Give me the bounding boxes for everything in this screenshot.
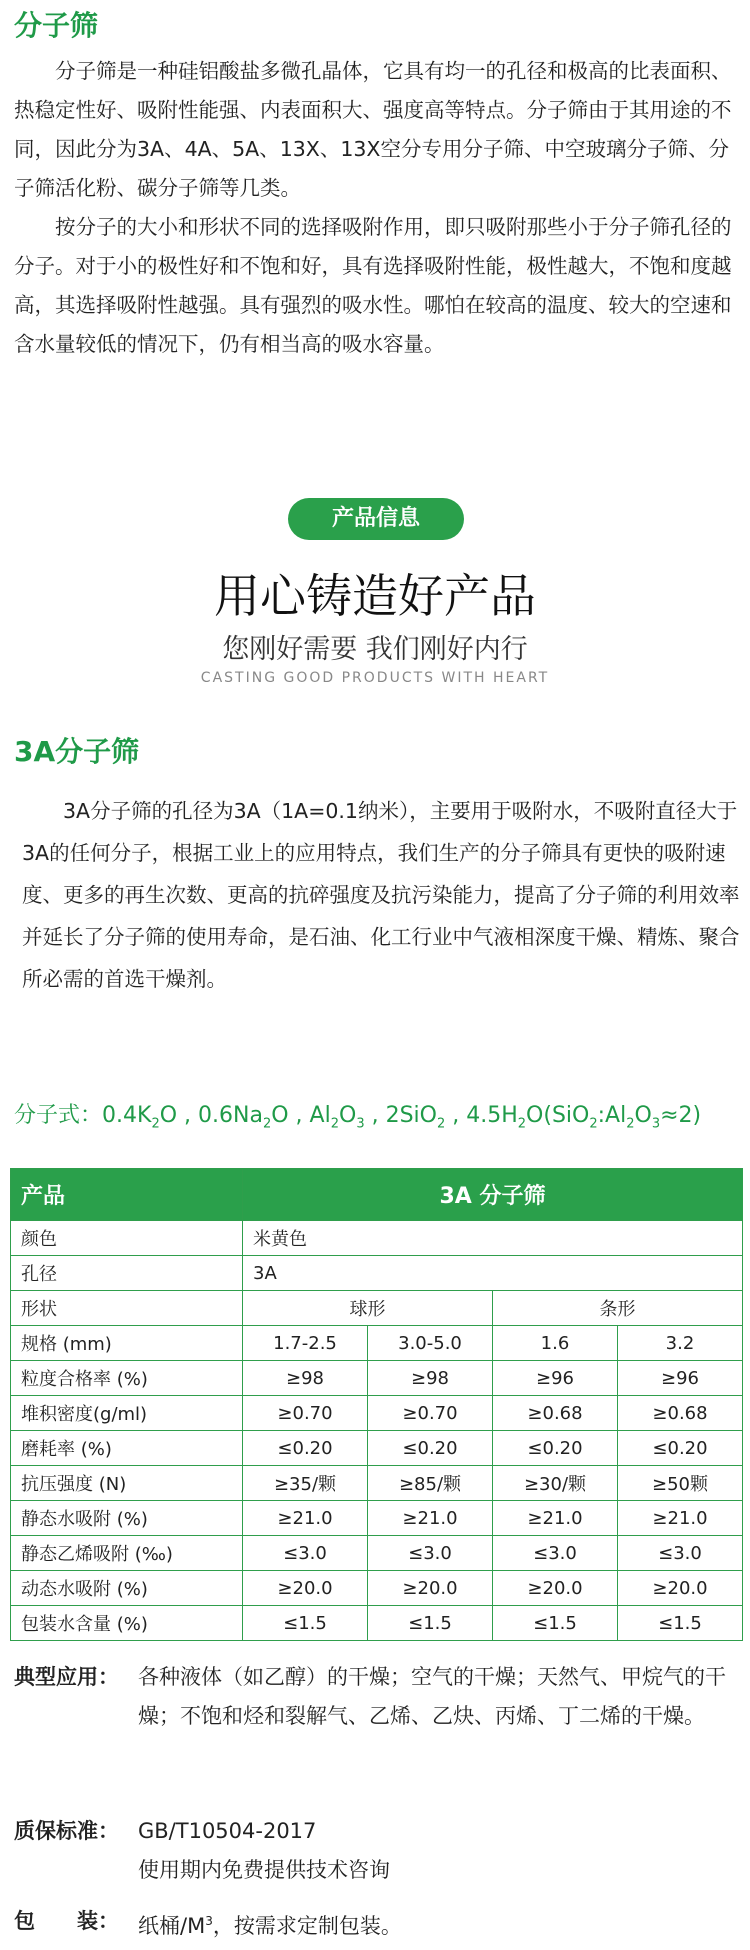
shape-strip: 条形 (493, 1291, 743, 1326)
row-cell: ≥85/颗 (368, 1466, 493, 1501)
table-row-color (11, 1221, 743, 1256)
row-label: 规格 (mm) (11, 1326, 243, 1361)
table-row (11, 1606, 743, 1641)
row-cell: ≥21.0 (618, 1501, 743, 1536)
row-cell: ≤0.20 (493, 1431, 618, 1466)
table-header-label: 产品 (11, 1169, 243, 1221)
row-cell: ≤1.5 (493, 1606, 618, 1641)
row-cell: ≥98 (243, 1361, 368, 1396)
row-cell: ≤0.20 (243, 1431, 368, 1466)
slogan-main: 用心铸造好产品 (214, 569, 536, 623)
row-label: 堆积密度(g/ml) (11, 1396, 243, 1431)
molecular-formula: 分子式：$0.4K_2O$ , $0.6Na_2O$ , $Al_2O_3$ , 2SiO$_2$ , $4.5H_2O(SiO_2:Al_2O_3\approx 2)$ (14, 1103, 702, 1132)
table-row (11, 1326, 743, 1361)
row-cell: ≤1.5 (618, 1606, 743, 1641)
row-cell: ≥21.0 (493, 1501, 618, 1536)
section-title-molecular-sieve: 分子筛 (14, 9, 99, 42)
standard-note: 使用期内免费提供技术咨询 (138, 1858, 390, 1882)
spec-rows (11, 1326, 743, 1641)
row-cell: 3.0-5.0 (368, 1326, 493, 1361)
standard-label: 质保标准： (14, 1819, 119, 1843)
3a-description (22, 790, 742, 1000)
row-cell: ≥98 (368, 1361, 493, 1396)
row-label: 包装水含量 (%) (11, 1606, 243, 1641)
table-header-row (11, 1169, 743, 1221)
row-cell: ≥50颗 (618, 1466, 743, 1501)
row-cell: 3.2 (618, 1326, 743, 1361)
row-cell: ≥30/颗 (493, 1466, 618, 1501)
intro-paragraph-1: 分子筛是一种硅铝酸盐多微孔晶体，它具有均一的孔径和极高的比表面积、热稳定性好、吸附性能强、内表面积大、强度高等特点。分子筛由于其用途的不同，因此分为3A、4A、5A、13X、13X空分专用分子筛、中空玻璃分子筛、分子筛活化粉、碳分子筛等几类。 (14, 59, 732, 200)
row-cell: ≥21.0 (243, 1501, 368, 1536)
slogan-sub: 您刚好需要 我们刚好内行 (222, 634, 528, 665)
packaging-label: 包 装： (14, 1909, 119, 1933)
table-row (11, 1466, 743, 1501)
application-label: 典型应用： (14, 1665, 119, 1689)
3a-paragraph: 3A分子筛的孔径为3A（1A=0.1纳米），主要用于吸附水，不吸附直径大于3A的任何分子，根据工业上的应用特点，我们生产的分子筛具有更快的吸附速度、更多的再生次数、更高的抗碎强度及抗污染能力，提高了分子筛的利用效率并延长了分子筛的使用寿命，是石油、化工行业中气液相深度干燥、精炼、聚合所必需的首选干燥剂。 (22, 799, 740, 991)
section-title-3a: 3A分子筛 (14, 735, 140, 768)
row-label: 静态水吸附 (%) (11, 1501, 243, 1536)
application-value: 各种液体（如乙醇）的干燥；空气的干燥；天然气、甲烷气的干燥；不饱和烃和裂解气、乙烯、乙炔、丙烯、丁二烯的干燥。 (138, 1665, 726, 1728)
intro-text (14, 52, 744, 364)
row-label: 静态乙烯吸附 (‰) (11, 1536, 243, 1571)
row-cell: ≥20.0 (243, 1571, 368, 1606)
table-row (11, 1501, 743, 1536)
packaging (14, 1902, 734, 1941)
row-cell: ≥0.70 (368, 1396, 493, 1431)
formula-label: 分子式： (14, 1103, 103, 1128)
table-row-shape (11, 1291, 743, 1326)
standard-value: GB/T10504-2017 (138, 1819, 317, 1843)
row-label: 动态水吸附 (%) (11, 1571, 243, 1606)
row-label: 孔径 (11, 1256, 243, 1291)
row-cell: ≥0.68 (493, 1396, 618, 1431)
row-cell: ≥0.70 (243, 1396, 368, 1431)
intro-paragraph-2: 按分子的大小和形状不同的选择吸附作用，即只吸附那些小于分子筛孔径的分子。对于小的极性好和不饱和好，具有选择吸附性能，极性越大，不饱和度越高，其选择吸附性越强。具有强烈的吸水性。哪怕在较高的温度、较大的空速和含水量较低的情况下，仍有相当高的吸水容量。 (14, 215, 732, 356)
row-label: 粒度合格率 (%) (11, 1361, 243, 1396)
row-cell: ≤0.20 (618, 1431, 743, 1466)
row-label: 磨耗率 (%) (11, 1431, 243, 1466)
spec-table (10, 1168, 743, 1641)
row-cell: 1.6 (493, 1326, 618, 1361)
row-cell: ≤1.5 (243, 1606, 368, 1641)
row-label: 形状 (11, 1291, 243, 1326)
row-cell: ≥96 (493, 1361, 618, 1396)
row-label: 颜色 (11, 1221, 243, 1256)
row-cell: ≤3.0 (618, 1536, 743, 1571)
row-cell: ≥20.0 (618, 1571, 743, 1606)
row-cell: ≥20.0 (493, 1571, 618, 1606)
row-cell: ≥0.68 (618, 1396, 743, 1431)
row-cell: 1.7-2.5 (243, 1326, 368, 1361)
table-row (11, 1431, 743, 1466)
row-cell: ≤3.0 (368, 1536, 493, 1571)
row-cell: ≥21.0 (368, 1501, 493, 1536)
row-cell: ≥35/颗 (243, 1466, 368, 1501)
row-label: 抗压强度 (N) (11, 1466, 243, 1501)
row-cell: ≤0.20 (368, 1431, 493, 1466)
packaging-value: 纸桶$/M^3$，按需求定制包装。 (138, 1914, 402, 1938)
table-row (11, 1396, 743, 1431)
quality-standard (14, 1812, 734, 1890)
row-cell: ≥20.0 (368, 1571, 493, 1606)
table-header-value: 3A 分子筛 (243, 1169, 743, 1221)
table-row (11, 1361, 743, 1396)
shape-sphere: 球形 (243, 1291, 493, 1326)
table-row (11, 1536, 743, 1571)
row-value: 3A (243, 1256, 743, 1291)
row-value: 米黄色 (243, 1221, 743, 1256)
product-info-badge: 产品信息 (288, 498, 464, 540)
table-row (11, 1571, 743, 1606)
table-row-pore (11, 1256, 743, 1291)
slogan-english: CASTING GOOD PRODUCTS WITH HEART (200, 670, 550, 686)
row-cell: ≤3.0 (243, 1536, 368, 1571)
row-cell: ≤1.5 (368, 1606, 493, 1641)
typical-application (14, 1658, 734, 1775)
row-cell: ≤3.0 (493, 1536, 618, 1571)
row-cell: ≥96 (618, 1361, 743, 1396)
